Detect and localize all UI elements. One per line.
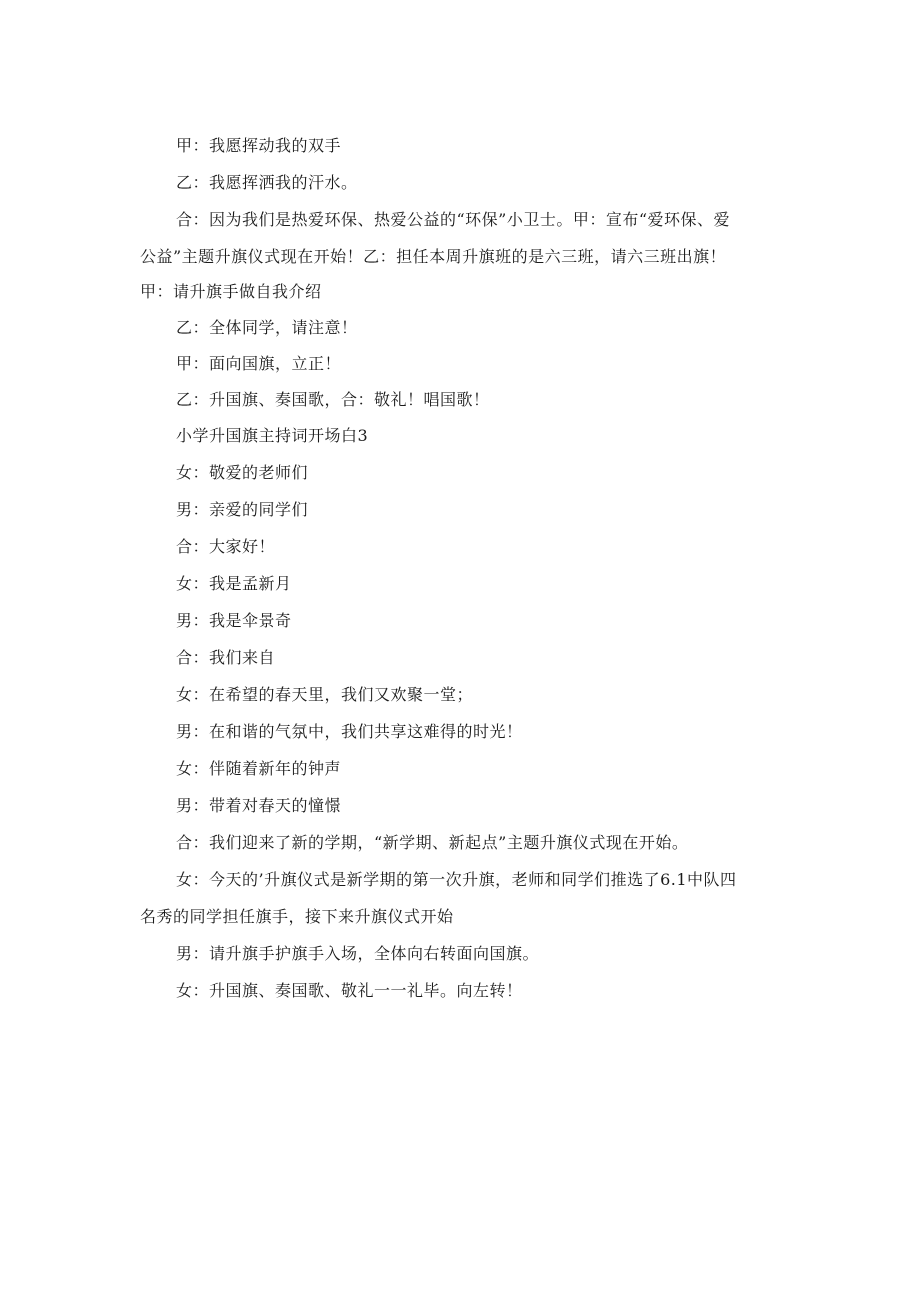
- line-20: 合：我们迎来了新的学期，“新学期、新起点”主题升旗仪式现在开始。: [176, 833, 689, 852]
- line-24: 女：升国旗、奏国歌、敬礼一一礼毕。向左转！: [176, 981, 523, 1000]
- line-12: 合：大家好！: [176, 537, 276, 556]
- line-2: 乙：我愿挥洒我的汗水。: [176, 173, 358, 192]
- line-16: 女：在希望的春天里，我们又欢聚一堂；: [176, 685, 474, 704]
- line-23: 男：请升旗手护旗手入场，全体向右转面向国旗。: [176, 944, 540, 963]
- line-19: 男：带着对春天的憧憬: [176, 796, 342, 815]
- line-1: 甲：我愿挥动我的双手: [176, 136, 342, 155]
- line-22: 名秀的同学担任旗手，接下来升旗仪式开始: [140, 907, 454, 926]
- section-heading: 小学升国旗主持词开场白3: [176, 426, 369, 445]
- line-10: 女：敬爱的老师们: [176, 463, 309, 482]
- line-13: 女：我是孟新月: [176, 574, 292, 593]
- line-15: 合：我们来自: [176, 648, 276, 667]
- line-6: 乙：全体同学，请注意！: [176, 318, 358, 337]
- line-7: 甲：面向国旗，立正！: [176, 354, 342, 373]
- line-3: 合：因为我们是热爱环保、热爱公益的“环保”小卫士。甲：宣布“爱环保、爱: [176, 210, 731, 229]
- line-4: 公益”主题升旗仪式现在开始！乙：担任本周升旗班的是六三班，请六三班出旗！: [140, 247, 727, 266]
- line-18: 女：伴随着新年的钟声: [176, 759, 342, 778]
- line-11: 男：亲爱的同学们: [176, 500, 309, 519]
- line-8: 乙：升国旗、奏国歌，合：敬礼！唱国歌！: [176, 390, 490, 409]
- line-5: 甲：请升旗手做自我介绍: [140, 282, 322, 301]
- line-14: 男：我是伞景奇: [176, 611, 292, 630]
- line-17: 男：在和谐的气氛中，我们共享这难得的时光！: [176, 722, 523, 741]
- line-21: 女：今天的’升旗仪式是新学期的第一次升旗，老师和同学们推选了6.1中队四: [176, 870, 737, 889]
